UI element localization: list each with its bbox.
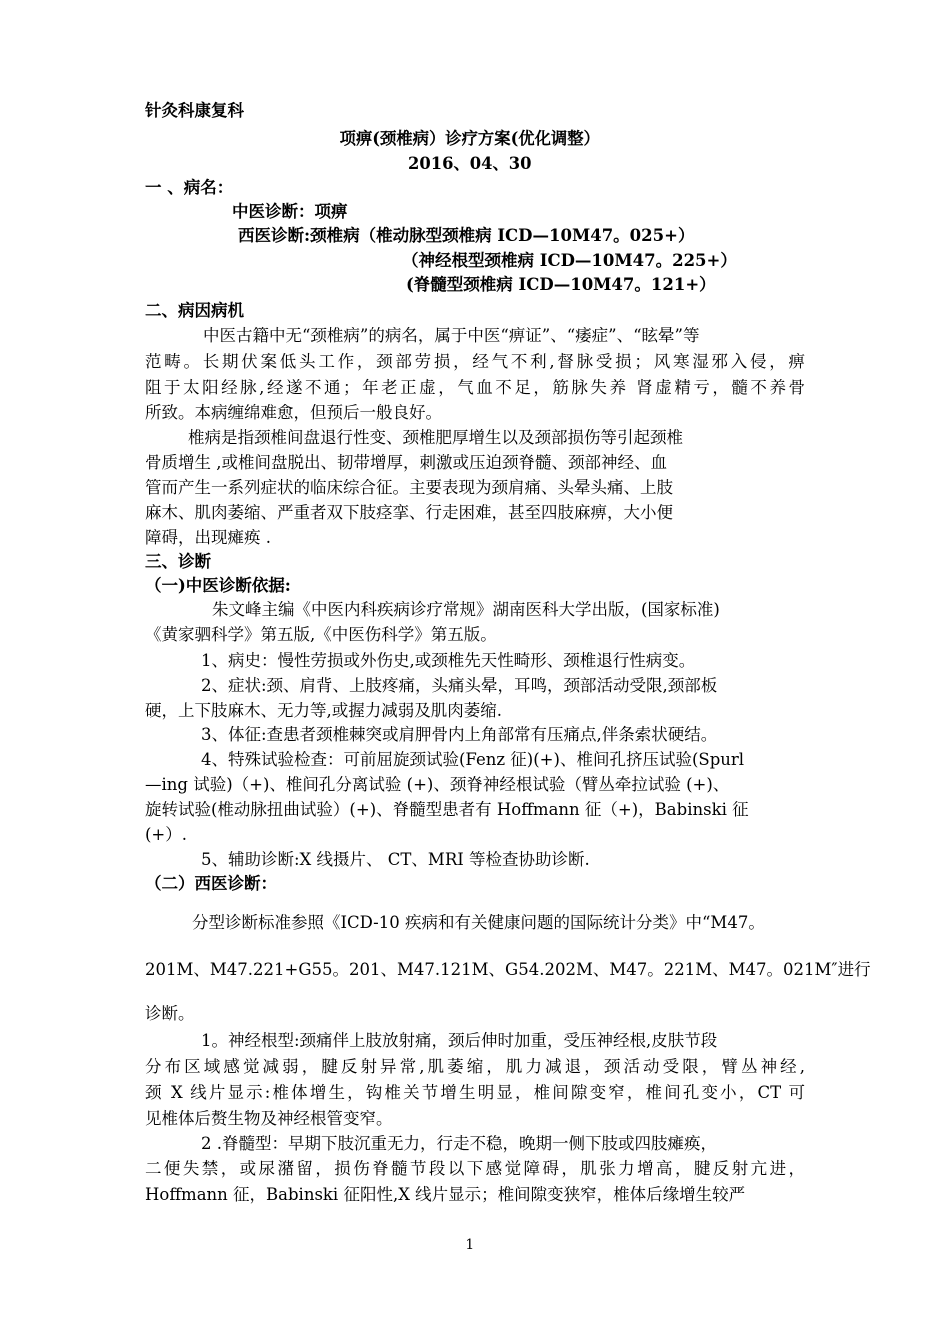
- reference-line: 《黄家驷科学》第五版,《中医伤科学》第五版。: [145, 625, 497, 644]
- diagnosis-item: 5、辅助诊断:X 线摄片、 CT、MRI 等检查协助诊断.: [201, 850, 590, 869]
- reference-line: 朱文峰主编《中医内科疾病诊疗常规》湖南医科大学出版，(国家标准): [212, 600, 720, 619]
- subsection-heading-tcm: （一)中医诊断依据:: [145, 576, 291, 595]
- paragraph-line: 障碍，出现瘫痪 .: [145, 528, 271, 547]
- paragraph-line: 所致。本病缠绵难愈，但预后一般良好。: [145, 403, 442, 422]
- diagnosis-item: 4、特殊试验检查：可前屈旋颈试验(Fenz 征)(+)、椎间孔挤压试验(Spurl: [201, 750, 745, 769]
- standard-line: 分型诊断标准参照《ICD-10 疾病和有关健康问题的国际统计分类》中“M47。: [192, 913, 765, 932]
- western-diagnosis-line: 西医诊断:颈椎病（椎动脉型颈椎病 ICD—10M47。025+）: [238, 226, 695, 245]
- western-diagnosis-line: (脊髓型颈椎病 ICD—10M47。121+）: [406, 275, 716, 294]
- type-line: 分布区域感觉减弱，腱反射异常,肌萎缩，肌力减退，颈活动受限，臂丛神经,: [145, 1057, 805, 1076]
- section-heading-disease-name: 一 、病名：: [145, 178, 234, 197]
- diagnosis-item: 2、症状:颈、肩背、上肢疼痛，头痛头晕，耳鸣，颈部活动受限,颈部板: [201, 676, 718, 695]
- paragraph-line: 麻木、肌肉萎缩、严重者双下肢痉挛、行走困难，甚至四肢麻痹，大小便: [145, 503, 673, 522]
- type-line: 见椎体后赘生物及神经根管变窄。: [145, 1109, 393, 1128]
- paragraph-line: 中医古籍中无“颈椎病”的病名，属于中医“痹证”、“痿症”、“眩晕”等: [203, 326, 700, 345]
- paragraph-line: 管而产生一系列症状的临床综合征。主要表现为颈肩痛、头晕头痛、上肢: [145, 478, 673, 497]
- diagnosis-item: 1、病史：慢性劳损或外伤史,或颈椎先天性畸形、颈椎退行性病变。: [201, 651, 696, 670]
- type-line: 2 .脊髓型：早期下肢沉重无力，行走不稳，晚期一侧下肢或四肢瘫痪，: [201, 1134, 717, 1153]
- type-line: 颈 X 线片显示:椎体增生，钩椎关节增生明显，椎间隙变窄，椎间孔变小，CT 可: [145, 1083, 805, 1102]
- standard-line: 诊断。: [145, 1004, 195, 1023]
- paragraph-line: 阻于太阳经脉,经遂不通；年老正虚，气血不足，筋脉失养 肾虚精亏，髓不养骨: [145, 378, 805, 397]
- standard-line: 201M、M47.221+G55。201、M47.121M、G54.202M、M47。221M、M47。021M″进行: [145, 960, 871, 979]
- western-diagnosis-line: （神经根型颈椎病 ICD—10M47。225+）: [402, 251, 737, 270]
- type-line: Hoffmann 征，Babinski 征阳性,X 线片显示；椎间隙变狭窄，椎体后缘增生较严: [145, 1185, 746, 1204]
- tcm-diagnosis: 中医诊断：项痹: [232, 202, 348, 221]
- document-title: 项痹(颈椎病）诊疗方案(优化调整）: [339, 129, 600, 148]
- section-heading-etiology: 二、病因病机: [145, 301, 244, 320]
- paragraph-line: 椎病是指颈椎间盘退行性变、颈椎肥厚增生以及颈部损伤等引起颈椎: [188, 428, 683, 447]
- diagnosis-item: —ing 试验)（+)、椎间孔分离试验 (+)、颈脊神经根试验（臂丛牵拉试验 (+)、: [145, 775, 730, 794]
- diagnosis-item: 3、体征:查患者颈椎棘突或肩胛骨内上角部常有压痛点,伴条索状硬结。: [201, 725, 718, 744]
- type-line: 1。神经根型:颈痛伴上肢放射痛，颈后伸时加重，受压神经根,皮肤节段: [201, 1031, 718, 1050]
- paragraph-line: 范畴。长期伏案低头工作，颈部劳损，经气不利,督脉受损；风寒湿邪入侵，痹: [145, 352, 805, 371]
- department-label: 针灸科康复科: [145, 101, 244, 120]
- document-date: 2016、04、30: [408, 154, 532, 173]
- section-heading-diagnosis: 三、诊断: [145, 552, 211, 571]
- diagnosis-item: (+）.: [145, 825, 188, 844]
- page-number: 1: [465, 1237, 475, 1253]
- diagnosis-item: 硬，上下肢麻木、无力等,或握力减弱及肌肉萎缩.: [145, 701, 502, 720]
- type-line: 二便失禁，或尿潴留，损伤脊髓节段以下感觉障碍，肌张力增高，腱反射亢进，: [145, 1159, 805, 1178]
- diagnosis-item: 旋转试验(椎动脉扭曲试验）(+)、脊髓型患者有 Hoffmann 征（+)，Babinski 征: [145, 800, 749, 819]
- subsection-heading-western: （二）西医诊断：: [145, 874, 277, 893]
- paragraph-line: 骨质增生 ,或椎间盘脱出、韧带增厚，刺激或压迫颈脊髓、颈部神经、血: [145, 453, 667, 472]
